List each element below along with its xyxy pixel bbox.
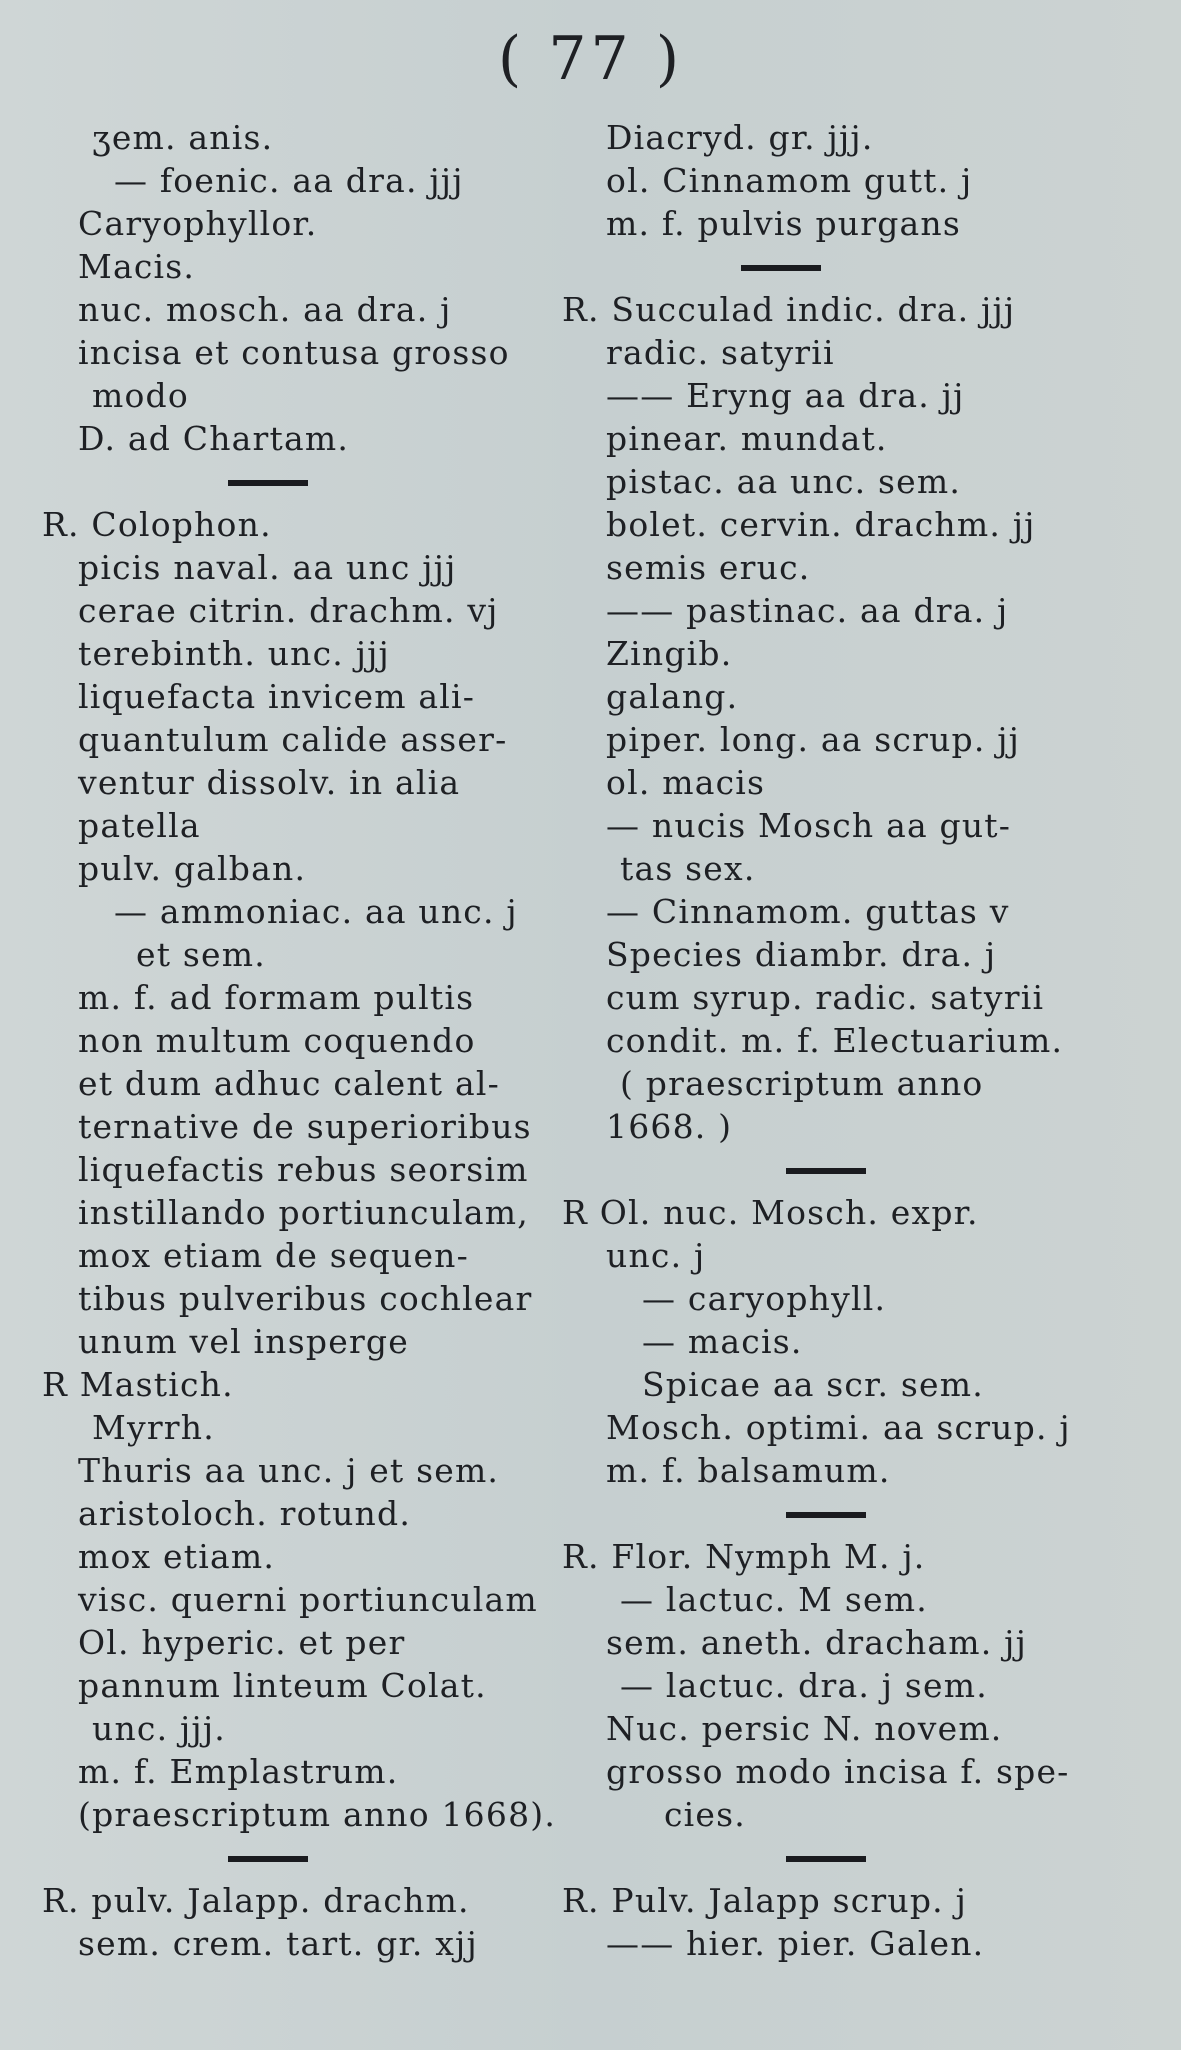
text-line: m. f. ad formam pultis	[78, 978, 475, 1017]
section-divider	[78, 1836, 578, 1879]
text-line: condit. m. f. Electuarium.	[606, 1021, 1064, 1060]
text-line: unc. j	[606, 1236, 706, 1275]
text-line: R. Flor. Nymph M. j.	[562, 1537, 926, 1576]
text-line: R. Colophon.	[42, 505, 272, 544]
text-line: sem. crem. tart. gr. xjj	[78, 1924, 478, 1963]
text-line: 1668. )	[606, 1107, 733, 1146]
text-line: picis naval. aa unc jjj	[78, 548, 457, 587]
text-line: Mosch. optimi. aa scrup. j	[606, 1408, 1071, 1447]
text-line: piper. long. aa scrup. jj	[606, 720, 1021, 759]
section-divider	[606, 1836, 1166, 1879]
section-divider	[78, 460, 578, 503]
section-divider	[606, 1148, 1166, 1191]
text-line: Nuc. persic N. novem.	[606, 1709, 1003, 1748]
text-line: quantulum calide asser-	[78, 720, 508, 759]
text-line: grosso modo incisa f. spe-	[606, 1752, 1070, 1791]
text-line: radic. satyrii	[606, 333, 835, 372]
text-line: Macis.	[78, 247, 196, 286]
text-line: ternative de superioribus	[78, 1107, 532, 1146]
text-line: tibus pulveribus cochlear	[78, 1279, 533, 1318]
text-line: m. f. balsamum.	[606, 1451, 891, 1490]
text-line: et sem.	[136, 935, 266, 974]
text-line: incisa et contusa grosso	[78, 333, 510, 372]
text-line: unum vel insperge	[78, 1322, 409, 1361]
text-line: liquefactis rebus seorsim	[78, 1150, 529, 1189]
text-line: cies.	[664, 1795, 746, 1834]
text-line: Caryophyllor.	[78, 204, 318, 243]
text-line: ʒem. anis.	[92, 118, 274, 157]
text-line: cerae citrin. drachm. vj	[78, 591, 499, 630]
text-line: Myrrh.	[92, 1408, 215, 1447]
text-line: R Mastich.	[42, 1365, 234, 1404]
text-line: R. pulv. Jalapp. drachm.	[42, 1881, 470, 1920]
text-line: Diacryd. gr. jjj.	[606, 118, 874, 157]
text-line: ol. macis	[606, 763, 766, 802]
text-line: et dum adhuc calent al-	[78, 1064, 500, 1103]
text-line: mox etiam.	[78, 1537, 276, 1576]
text-line: ventur dissolv. in alia	[78, 763, 461, 802]
text-line: galang.	[606, 677, 739, 716]
text-line: sem. aneth. dracham. jj	[606, 1623, 1028, 1662]
text-line: nuc. mosch. aa dra. j	[78, 290, 452, 329]
text-line: patella	[78, 806, 201, 845]
text-line: mox etiam de sequen-	[78, 1236, 469, 1275]
text-line: modo	[92, 376, 189, 415]
text-line: visc. querni portiunculam	[78, 1580, 538, 1619]
text-line: R. Succulad indic. dra. jjj	[562, 290, 1016, 329]
text-line: —— pastinac. aa dra. j	[606, 591, 1009, 630]
text-line: tas sex.	[620, 849, 756, 888]
text-line: — foenic. aa dra. jjj	[114, 161, 464, 200]
text-line: — nucis Mosch aa gut-	[606, 806, 1012, 845]
text-line: pistac. aa unc. sem.	[606, 462, 962, 501]
text-line: Thuris aa unc. j et sem.	[78, 1451, 500, 1490]
text-line: m. f. Emplastrum.	[78, 1752, 399, 1791]
section-divider	[606, 245, 1166, 288]
text-line: aristoloch. rotund.	[78, 1494, 412, 1533]
text-line: ol. Cinnamom gutt. j	[606, 161, 973, 200]
text-line: — macis.	[642, 1322, 803, 1361]
text-line: semis eruc.	[606, 548, 811, 587]
text-line: —— Eryng aa dra. jj	[606, 376, 965, 415]
text-line: liquefacta invicem ali-	[78, 677, 476, 716]
text-line: (praescriptum anno 1668).	[78, 1795, 557, 1834]
right-column	[562, 116, 1166, 1965]
text-line: — lactuc. dra. j sem.	[620, 1666, 988, 1705]
text-line: cum syrup. radic. satyrii	[606, 978, 1045, 1017]
section-divider	[606, 1492, 1166, 1535]
text-line: pinear. mundat.	[606, 419, 888, 458]
text-line: unc. jjj.	[92, 1709, 226, 1748]
left-column	[42, 116, 578, 1965]
page-number: ( 77 )	[497, 24, 684, 94]
text-line: Species diambr. dra. j	[606, 935, 997, 974]
text-line: — lactuc. M sem.	[620, 1580, 928, 1619]
text-line: R. Pulv. Jalapp scrup. j	[562, 1881, 967, 1920]
text-line: — caryophyll.	[642, 1279, 887, 1318]
text-line: ( praescriptum anno	[620, 1064, 984, 1103]
text-line: —— hier. pier. Galen.	[606, 1924, 985, 1963]
text-line: Spicae aa scr. sem.	[642, 1365, 984, 1404]
text-line: non multum coquendo	[78, 1021, 476, 1060]
text-line: bolet. cervin. drachm. jj	[606, 505, 1036, 544]
text-line: m. f. pulvis purgans	[606, 204, 961, 243]
text-line: terebinth. unc. jjj	[78, 634, 390, 673]
text-line: D. ad Chartam.	[78, 419, 350, 458]
text-line: — ammoniac. aa unc. j	[114, 892, 518, 931]
text-line: — Cinnamom. guttas v	[606, 892, 1010, 931]
text-line: pannum linteum Colat.	[78, 1666, 487, 1705]
text-line: instillando portiunculam,	[78, 1193, 529, 1232]
text-line: Ol. hyperic. et per	[78, 1623, 406, 1662]
text-line: pulv. galban.	[78, 849, 307, 888]
text-line: Zingib.	[606, 634, 733, 673]
text-line: R Ol. nuc. Mosch. expr.	[562, 1193, 979, 1232]
